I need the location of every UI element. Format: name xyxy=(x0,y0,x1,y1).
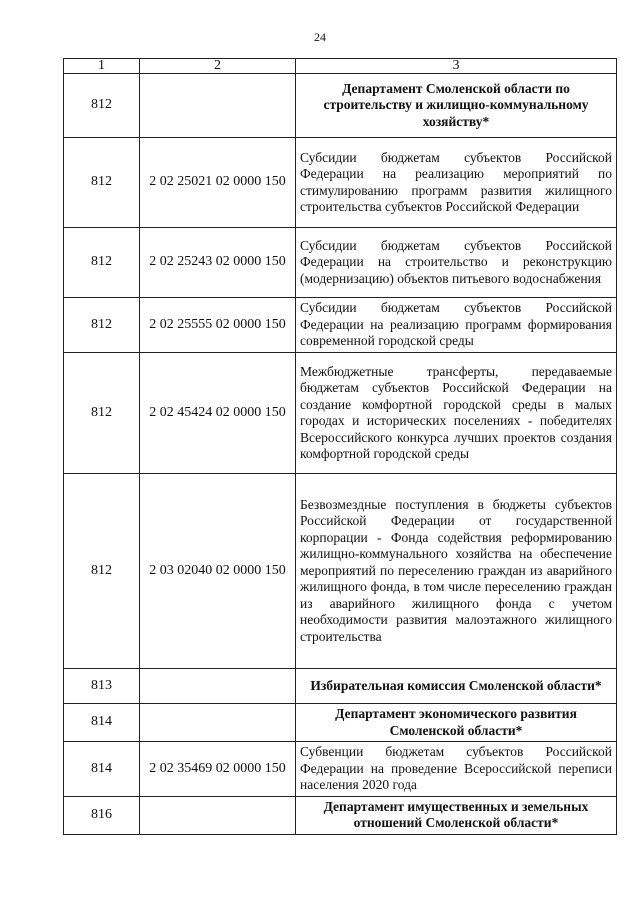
revenue-code-cell: 2 02 25555 02 0000 150 xyxy=(140,298,296,353)
revenue-code-cell: 2 02 25021 02 0000 150 xyxy=(140,138,296,228)
table-row xyxy=(64,138,617,228)
revenue-code-cell xyxy=(140,796,296,834)
revenue-description-cell: Безвозмездные поступления в бюджеты субъектов Российской Федерации от государственной корпорации - Фонда содействия реформированию жилищно-коммунального хозяйства на обеспечение мероприятий по переселению граждан из аварийного жилищного фонда, в том числе переселению граждан из аварийного жилищного фонда с учетом необходимости развития малоэтажного жилищного строительства xyxy=(296,474,617,669)
admin-code-cell: 812 xyxy=(64,74,140,138)
department-name-cell: Избирательная комиссия Смоленской области* xyxy=(296,669,617,704)
admin-code-cell: 814 xyxy=(64,742,140,797)
admin-code-cell: 814 xyxy=(64,704,140,742)
column-header-2: 2 xyxy=(140,59,296,74)
table-row xyxy=(64,796,617,834)
revenue-code-cell: 2 03 02040 02 0000 150 xyxy=(140,474,296,669)
revenue-description-cell: Субсидии бюджетам субъектов Российской Федерации на строительство и реконструкцию (модернизацию) объектов питьевого водоснабжения xyxy=(296,228,617,298)
table-row xyxy=(64,228,617,298)
department-name-cell: Департамент имущественных и земельных отношений Смоленской области* xyxy=(296,796,617,834)
admin-code-cell: 816 xyxy=(64,796,140,834)
admin-code-cell: 812 xyxy=(64,298,140,353)
department-name-cell: Департамент экономического развития Смоленской области* xyxy=(296,704,617,742)
table-row xyxy=(64,669,617,704)
admin-code-cell: 812 xyxy=(64,138,140,228)
page-number: 24 xyxy=(314,30,326,44)
revenue-description-cell: Субвенции бюджетам субъектов Российской Федерации на проведение Всероссийской переписи населения 2020 года xyxy=(296,742,617,797)
revenue-description-cell: Субсидии бюджетам субъектов Российской Федерации на реализацию мероприятий по стимулированию программ развития жилищного строительства субъектов Российской Федерации xyxy=(296,138,617,228)
revenue-code-cell xyxy=(140,74,296,138)
revenue-code-cell: 2 02 45424 02 0000 150 xyxy=(140,353,296,474)
admin-code-cell: 812 xyxy=(64,474,140,669)
admin-code-cell: 812 xyxy=(64,353,140,474)
admin-code-cell: 812 xyxy=(64,228,140,298)
table-row xyxy=(64,298,617,353)
table-row xyxy=(64,474,617,669)
table-row xyxy=(64,742,617,797)
revenue-description-cell: Межбюджетные трансферты, передаваемые бюджетам субъектов Российской Федерации на создание комфортной городской среды в малых городах и исторических поселениях - победителях Всероссийского конкурса лучших проектов создания комфортной городской среды xyxy=(296,353,617,474)
department-name-cell: Департамент Смоленской области по строительству и жилищно-коммунальному хозяйству* xyxy=(296,74,617,138)
column-header-1: 1 xyxy=(64,59,140,74)
revenue-code-cell xyxy=(140,704,296,742)
revenue-code-cell: 2 02 35469 02 0000 150 xyxy=(140,742,296,797)
table-header-row xyxy=(64,59,617,74)
revenue-code-cell xyxy=(140,669,296,704)
admin-code-cell: 813 xyxy=(64,669,140,704)
column-header-3: 3 xyxy=(296,59,617,74)
revenue-codes-table xyxy=(63,58,617,835)
table-row xyxy=(64,74,617,138)
table-row xyxy=(64,353,617,474)
revenue-code-cell: 2 02 25243 02 0000 150 xyxy=(140,228,296,298)
revenue-description-cell: Субсидии бюджетам субъектов Российской Федерации на реализацию программ формирования современной городской среды xyxy=(296,298,617,353)
table-row xyxy=(64,704,617,742)
